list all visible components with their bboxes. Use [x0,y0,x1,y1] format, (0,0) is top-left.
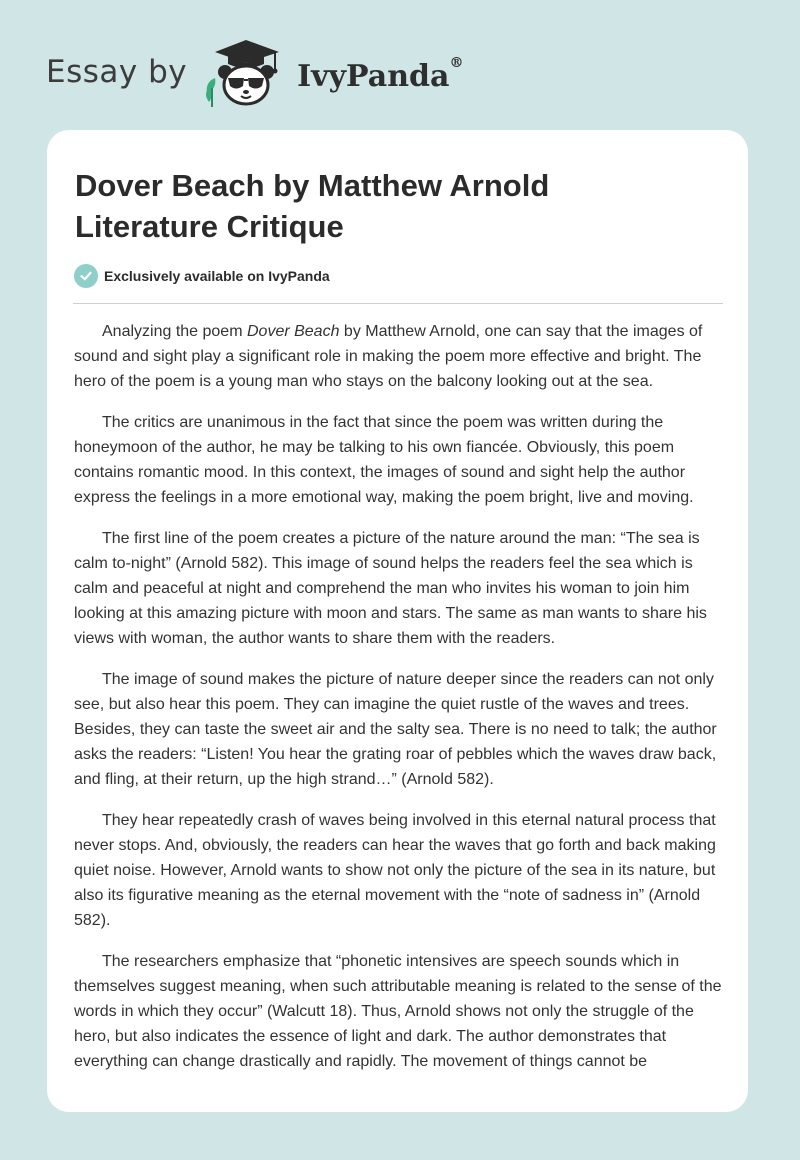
registered-mark: ® [449,54,464,71]
essay-card [47,130,748,1112]
brand-name [297,54,464,94]
paragraph-6: The researchers emphasize that “phonetic intensives are speech sounds which in themselves suggest meaning, when such attributable meaning is related to the sense of the words in which they occur” (Walcutt 18). Thus, Arnold shows not only the struggle of the hero, but also indicates the essence of light and dark. The author demonstrates that everything can change drastically and rapidly. The movement of things cannot be [74,953,722,1070]
paragraph-1-end: by Matthew Arnold, one can say that the images of sound and sight play a significant role in making the poem more effective and bright. The hero of the poem is a young man who stays on the balcony looking out at the sea. [74,323,703,390]
exclusive-badge-label: Exclusively available on IvyPanda [104,268,330,284]
exclusive-badge [74,264,330,288]
paragraph-1-start: Analyzing the poem [102,323,247,340]
essay-body [74,319,724,1090]
poem-title-italic: Dover Beach [246,323,340,340]
essay-title [75,165,715,247]
paragraph-2: The critics are unanimous in the fact that since the poem was written during the honeymoon of the author, he may be talking to his own fiancée. Obviously, this poem contains romantic mood. In this context, the images of sound and sight help the author express the feelings in a more emotional way, making the poem bright, live and moving. [74,414,694,506]
panda-graduate-logo-icon[interactable] [201,36,291,108]
paragraph-3: The first line of the poem creates a picture of the nature around the man: “The sea is calm to-night” (Arnold 582). This image of sound helps the readers feel the sea which is calm and peaceful at night and comprehend the man who invites his woman to join him looking at this amazing picture with moon and stars. The same as man wants to share his views with woman, the author wants to share them with the readers. [74,530,707,647]
essay-title-line2: Literature Critique [75,209,344,244]
paragraph-5: They hear repeatedly crash of waves being involved in this eternal natural process that never stops. And, obviously, the readers can hear the waves that go forth and back making quiet noise. However, Arnold wants to show not only the picture of the sea in its nature, but also its figurative meaning as the eternal movement with the “note of sadness in” (Arnold 582). [74,812,716,929]
check-circle-icon [74,264,98,288]
title-divider [73,303,723,304]
paragraph-1 [74,319,724,394]
paragraph-4: The image of sound makes the picture of nature deeper since the readers can not only see, but also hear this poem. They can imagine the quiet rustle of the waves and trees. Besides, they can taste the sweet air and the salty sea. There is no need to talk; the author asks the readers: “Listen! You hear the grating roar of pebbles which the waves draw back, and fling, at their return, up the high strand…” (Arnold 582). [74,671,717,788]
site-header [46,36,463,108]
brand-text: IvyPanda [297,58,450,94]
essay-title-line1: Dover Beach by Matthew Arnold [75,168,550,203]
essay-by-label: Essay by [46,54,188,90]
